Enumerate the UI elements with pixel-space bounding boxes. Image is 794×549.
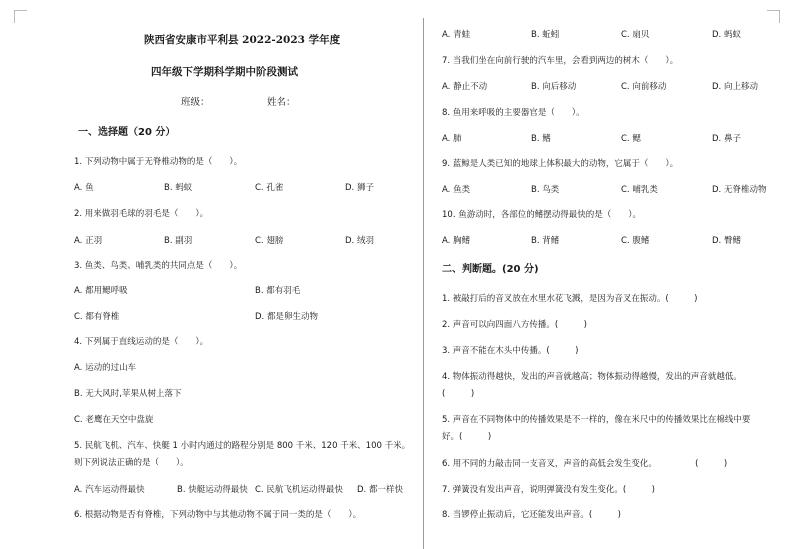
question-text: 5. 民航飞机、汽车、快艇 1 小时内通过的路程分别是 800 千米、120 千米、100 千米。 [74,441,411,451]
exam-title: 陕西省安康市平利县 2022-2023 学年度 [144,34,341,46]
option: B. 背鳍 [531,236,560,246]
question-text: 6. 根据动物是否有脊椎，下列动物中与其他动物不属于同一类的是（ ）。 [74,510,362,520]
name-label: 姓名： [267,97,296,108]
judgment-item: 1. 被敲打后的音叉放在水里水花飞溅，是因为音叉在振动。( ) [442,294,698,304]
section-heading: 一、选择题（20 分） [78,127,176,138]
option: A. 肺 [442,134,462,144]
judgment-item: 6. 用不同的力敲击同一支音叉，声音的高低会发生变化。 ( ) [442,459,728,469]
page-corner-mark [767,10,780,23]
judgment-item: 8. 当锣停止振动后，它还能发出声音。( ) [442,510,621,520]
option: C. 哺乳类 [621,185,658,195]
option: C. 鳃 [621,134,641,144]
option: A. 胸鳍 [442,236,471,246]
option: B. 都有羽毛 [255,286,301,296]
judgment-item-continuation: 好。( ) [442,432,492,442]
option: D. 蚂蚁 [712,30,741,40]
option: B. 向后移动 [531,82,577,92]
option: A. 青蛙 [442,30,471,40]
question-text: 10. 鱼游动时，各部位的鳍摆动得最快的是（ ）。 [442,210,641,220]
judgment-item: 2. 声音可以向四面八方传播。( ) [442,320,587,330]
option: C. 向前移动 [621,82,667,92]
question-text: 2. 用来做羽毛球的羽毛是（ ）。 [74,209,209,219]
question-text: 则下列说法正确的是（ ）。 [74,458,189,468]
option: C. 孔雀 [255,183,284,193]
option: D. 向上移动 [712,82,758,92]
option: D. 都是卵生动物 [255,312,318,322]
option: B. 鸟类 [531,185,560,195]
column-divider [423,18,424,549]
section-heading: 二、判断题。(20 分) [442,264,539,275]
option: B. 鳍 [531,134,551,144]
page-corner-mark [14,10,27,23]
judgment-item: 7. 弹簧没有发出声音，说明弹簧没有发生变化。( ) [442,485,655,495]
option: B. 无大风时,苹果从树上落下 [74,389,182,399]
question-text: 3. 鱼类、鸟类、哺乳类的共同点是（ ）。 [74,261,243,271]
option: D. 无脊椎动物 [712,185,767,195]
exam-subtitle: 四年级下学期科学期中阶段测试 [151,66,298,78]
option: C. 民航飞机运动得最快 [255,485,343,495]
judgment-item-continuation: ( ) [442,389,475,399]
option: B. 快艇运动得最快 [177,485,248,495]
option: C. 都有脊椎 [74,312,120,322]
option: D. 臀鳍 [712,236,741,246]
option: A. 正羽 [74,236,103,246]
option: B. 副羽 [164,236,193,246]
judgment-item: 4. 物体振动得越快，发出的声音就越高；物体振动得越慢，发出的声音就越低。 [442,372,742,382]
option: A. 都用鳃呼吸 [74,286,128,296]
question-text: 1. 下列动物中属于无脊椎动物的是（ ）。 [74,157,243,167]
option: C. 扇贝 [621,30,650,40]
option: C. 翅膀 [255,236,284,246]
option: A. 鱼类 [442,185,471,195]
option: D. 都一样快 [357,485,403,495]
option: A. 鱼 [74,183,94,193]
option: B. 蚂蚁 [164,183,193,193]
question-text: 7. 当我们坐在向前行驶的汽车里，会看到两边的树木（ ）。 [442,56,679,66]
option: A. 汽车运动得最快 [74,485,145,495]
question-text: 4. 下列属于直线运动的是（ ）。 [74,337,209,347]
option: A. 静止不动 [442,82,488,92]
judgment-item: 5. 声音在不同物体中的传播效果是不一样的，像在米尺中的传播效果比在棉线中要 [442,415,751,425]
option: C. 老鹰在天空中盘旋 [74,415,154,425]
class-label: 班级： [181,97,210,108]
option: D. 绒羽 [345,236,374,246]
question-text: 9. 蓝鲸是人类已知的地球上体积最大的动物，它属于（ ）。 [442,159,679,169]
option: B. 蚯蚓 [531,30,560,40]
question-text: 8. 鱼用来呼吸的主要器官是（ ）。 [442,108,585,118]
option: D. 狮子 [345,183,374,193]
option: A. 运动的过山车 [74,363,137,373]
judgment-item: 3. 声音不能在木头中传播。( ) [442,346,579,356]
option: D. 鼻子 [712,134,741,144]
option: C. 腹鳍 [621,236,650,246]
